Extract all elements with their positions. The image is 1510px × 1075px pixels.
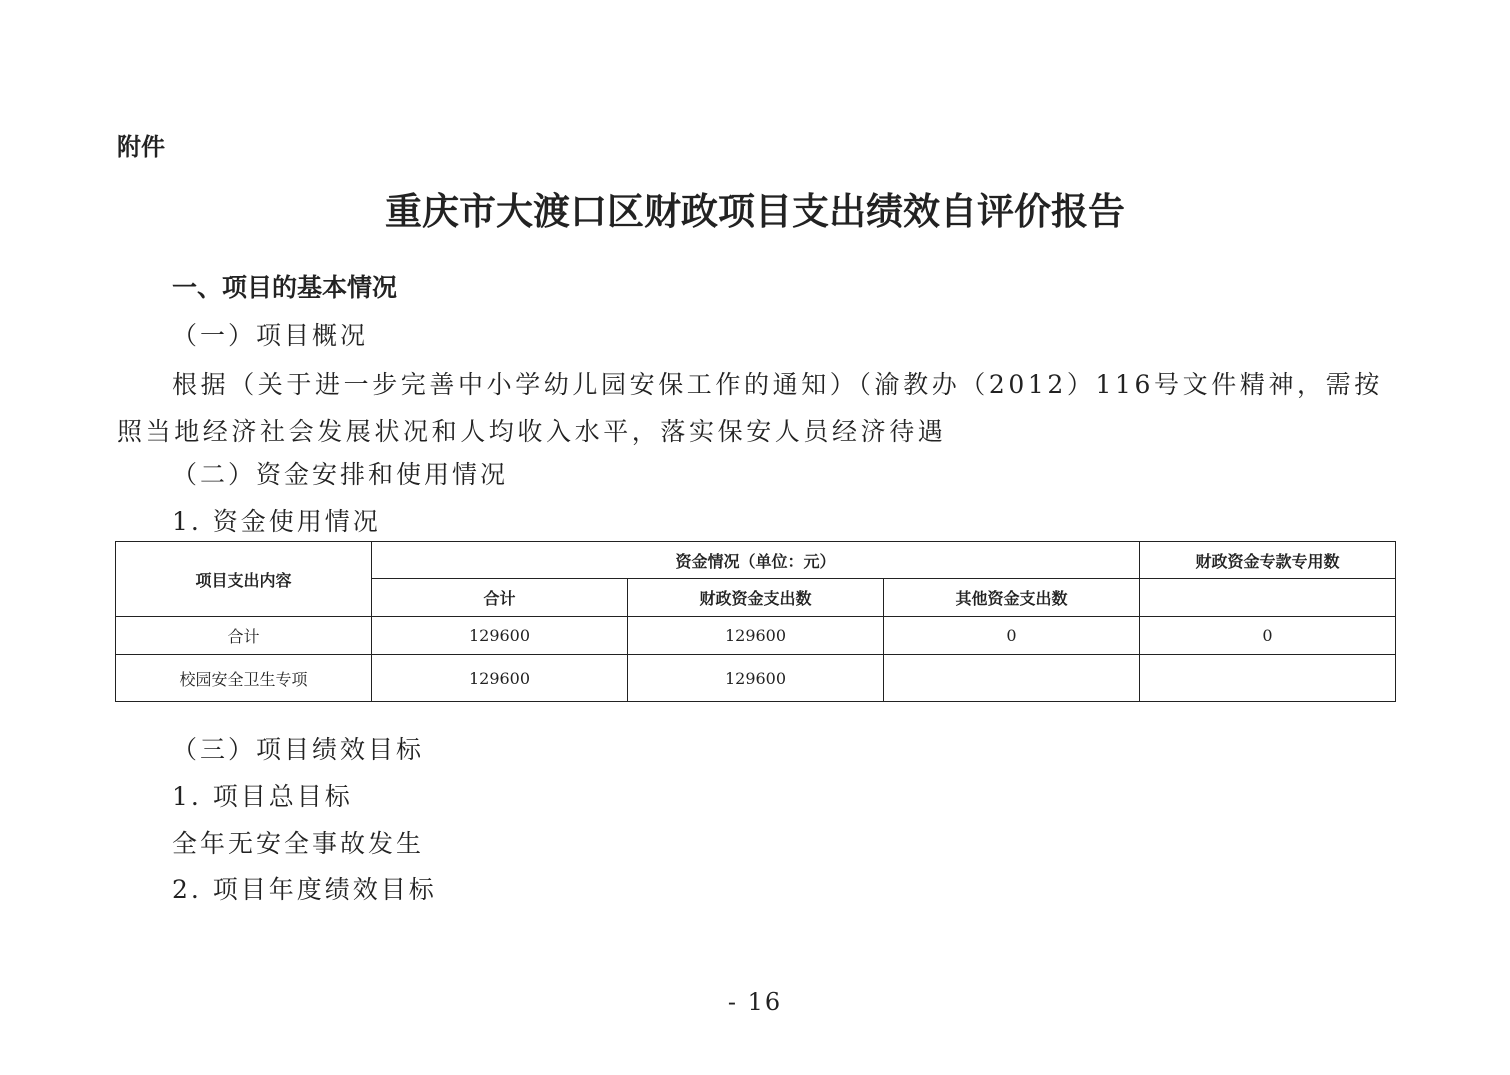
row-fiscal-cell: 129600 xyxy=(628,655,884,702)
subsection-heading-goals: （三）项目绩效目标 xyxy=(172,735,425,764)
table-header-row xyxy=(116,542,1396,579)
overall-goal-item: 1. 项目总目标 xyxy=(172,782,353,811)
header-total-cell: 合计 xyxy=(372,579,628,617)
table-row xyxy=(116,617,1396,655)
row-name-cell: 校园安全卫生专项 xyxy=(116,655,372,702)
header-funds-cell: 资金情况（单位：元） xyxy=(372,542,1140,579)
header-special-empty-cell xyxy=(1140,579,1396,617)
subsection-heading-funds: （二）资金安排和使用情况 xyxy=(172,460,509,489)
document-title: 重庆市大渡口区财政项目支出绩效自评价报告 xyxy=(385,189,1125,233)
appendix-label: 附件 xyxy=(117,133,165,161)
row-fiscal-cell: 129600 xyxy=(628,617,884,655)
row-special-cell: 0 xyxy=(1140,617,1396,655)
header-content-cell: 项目支出内容 xyxy=(116,542,372,617)
row-name-cell: 合计 xyxy=(116,617,372,655)
overview-paragraph: 根据（关于进一步完善中小学幼儿园安保工作的通知）（渝教办（2012）116号文件精神，需按照当地经济社会发展状况和人均收入水平，落实保安人员经济待遇 xyxy=(117,370,1383,446)
page-number: - 16 xyxy=(727,988,783,1016)
annual-goal-item: 2. 项目年度绩效目标 xyxy=(172,875,437,904)
table-row xyxy=(116,655,1396,702)
overall-goal-text: 全年无安全事故发生 xyxy=(172,829,425,858)
row-total-cell: 129600 xyxy=(372,655,628,702)
row-other-cell: 0 xyxy=(884,617,1140,655)
funds-table xyxy=(115,541,1396,702)
section-heading-basic-info: 一、项目的基本情况 xyxy=(172,273,398,302)
row-other-cell xyxy=(884,655,1140,702)
header-special-cell: 财政资金专款专用数 xyxy=(1140,542,1396,579)
row-special-cell xyxy=(1140,655,1396,702)
subsection-heading-overview: （一）项目概况 xyxy=(172,321,369,350)
funds-usage-item: 1. 资金使用情况 xyxy=(172,507,381,536)
row-total-cell: 129600 xyxy=(372,617,628,655)
header-fiscal-cell: 财政资金支出数 xyxy=(628,579,884,617)
header-other-cell: 其他资金支出数 xyxy=(884,579,1140,617)
